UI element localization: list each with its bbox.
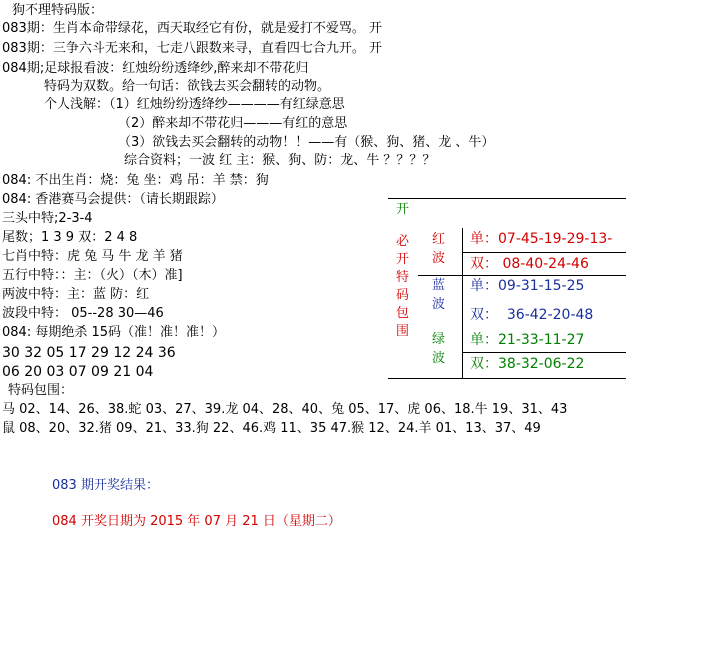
- hong-bo-label: 红: [432, 232, 446, 247]
- row-value: 36-42-20-48: [498, 307, 594, 323]
- text-line: 鼠 08、20、32.猪 09、21、33.狗 22、46.鸡 11、35 47.猴 12、24.羊 01、13、37、49: [2, 421, 541, 436]
- row-label: 双：: [470, 307, 498, 323]
- kai-label: 开: [396, 202, 410, 217]
- text-line: 特码为双数。给一句话：欲钱去买会翻转的动物。: [44, 79, 331, 94]
- vertical-label: 开: [396, 252, 410, 267]
- green-even-row: [470, 355, 584, 373]
- row-label: 单：: [470, 278, 498, 294]
- vertical-label: 包: [396, 306, 410, 321]
- text-line: 084: 香港赛马会提供：（请长期跟踪）: [2, 192, 224, 207]
- vertical-label: 特: [396, 270, 410, 285]
- text-line: 084期;足球报看波：红烛纷纷透绛纱,醉来却不带花归: [2, 61, 309, 76]
- text-line: 083期：生肖本命带绿花，西天取经它有份，就是爱打不爱骂。 开: [2, 21, 382, 36]
- text-line: 30 32 05 17 29 12 24 36: [2, 345, 176, 361]
- row-value: 08-40-24-46: [498, 256, 589, 272]
- text-line: （3）欲钱去买会翻转的动物！！——有（猴、狗、猪、龙 、牛）: [118, 135, 495, 150]
- lan-bo-label: 波: [432, 297, 446, 312]
- text-line: 06 20 03 07 09 21 04: [2, 364, 154, 380]
- text-line: 特码包围：: [8, 383, 74, 398]
- box-bottom-rule: [388, 378, 626, 379]
- green-odd-row: [470, 331, 584, 349]
- vertical-label: 围: [396, 324, 410, 339]
- text-line: 两波中特：主：蓝 防：红: [2, 287, 150, 302]
- lv-bo-label: 绿: [432, 332, 446, 347]
- text-line: 083期：三争六斗无来和，七走八跟数来寻，直看四七合九开。 开: [2, 41, 382, 56]
- text-line: 七肖中特：虎 兔 马 牛 龙 羊 猪: [2, 249, 183, 264]
- text-line: 个人浅解：（1）红烛纷纷透绛纱————有红绿意思: [44, 97, 345, 112]
- blue-even-row: [470, 306, 593, 324]
- row-value: 09-31-15-25: [498, 278, 585, 294]
- vertical-label: 必: [396, 234, 410, 249]
- text-line: 084: 每期绝杀 15码（准！准！准！）: [2, 325, 225, 340]
- page-title: 狗不理特码版：: [12, 3, 104, 18]
- row-value: 38-32-06-22: [498, 356, 585, 372]
- text-line: 马 02、14、26、38.蛇 03、27、39.龙 04、28、40、兔 05、17、虎 06、18.牛 19、31、43: [2, 402, 568, 417]
- row-label: 双：: [470, 256, 498, 272]
- date-line: 084 开奖日期为 2015 年 07 月 21 日（星期二）: [52, 514, 341, 529]
- row-label: 单：: [470, 332, 498, 348]
- vertical-label: 码: [396, 288, 410, 303]
- row-rule: [418, 275, 626, 276]
- lv-bo-label: 波: [432, 351, 446, 366]
- red-even-row: [470, 255, 589, 273]
- result-line: 083 期开奖结果：: [52, 478, 159, 493]
- row-label: 双：: [470, 356, 498, 372]
- box-divider: [462, 228, 463, 378]
- hong-bo-label: 波: [432, 251, 446, 266]
- text-line: 五行中特：：主：（火）（木）准]: [2, 268, 183, 283]
- row-label: 单：: [470, 231, 498, 247]
- text-line: 三头中特;2-3-4: [2, 211, 93, 226]
- blue-odd-row: [470, 277, 584, 295]
- row-rule: [462, 252, 626, 253]
- text-line: 尾数；1 3 9 双：2 4 8: [2, 230, 138, 245]
- row-rule: [462, 352, 626, 353]
- lan-bo-label: 蓝: [432, 278, 446, 293]
- text-line: （2）醉来却不带花归———有红的意思: [118, 116, 348, 131]
- red-odd-row: [470, 230, 612, 248]
- box-top-rule: [388, 198, 626, 199]
- text-line: 综合资料；一波 红 主：猴、狗、防：龙、牛 ？？？？: [124, 153, 436, 168]
- row-value: 21-33-11-27: [498, 332, 585, 348]
- row-value: 07-45-19-29-13-: [498, 231, 613, 247]
- text-line: 084: 不出生肖：烧：兔 坐：鸡 吊：羊 禁：狗: [2, 173, 269, 188]
- text-line: 波段中特： 05--28 30—46: [2, 306, 164, 321]
